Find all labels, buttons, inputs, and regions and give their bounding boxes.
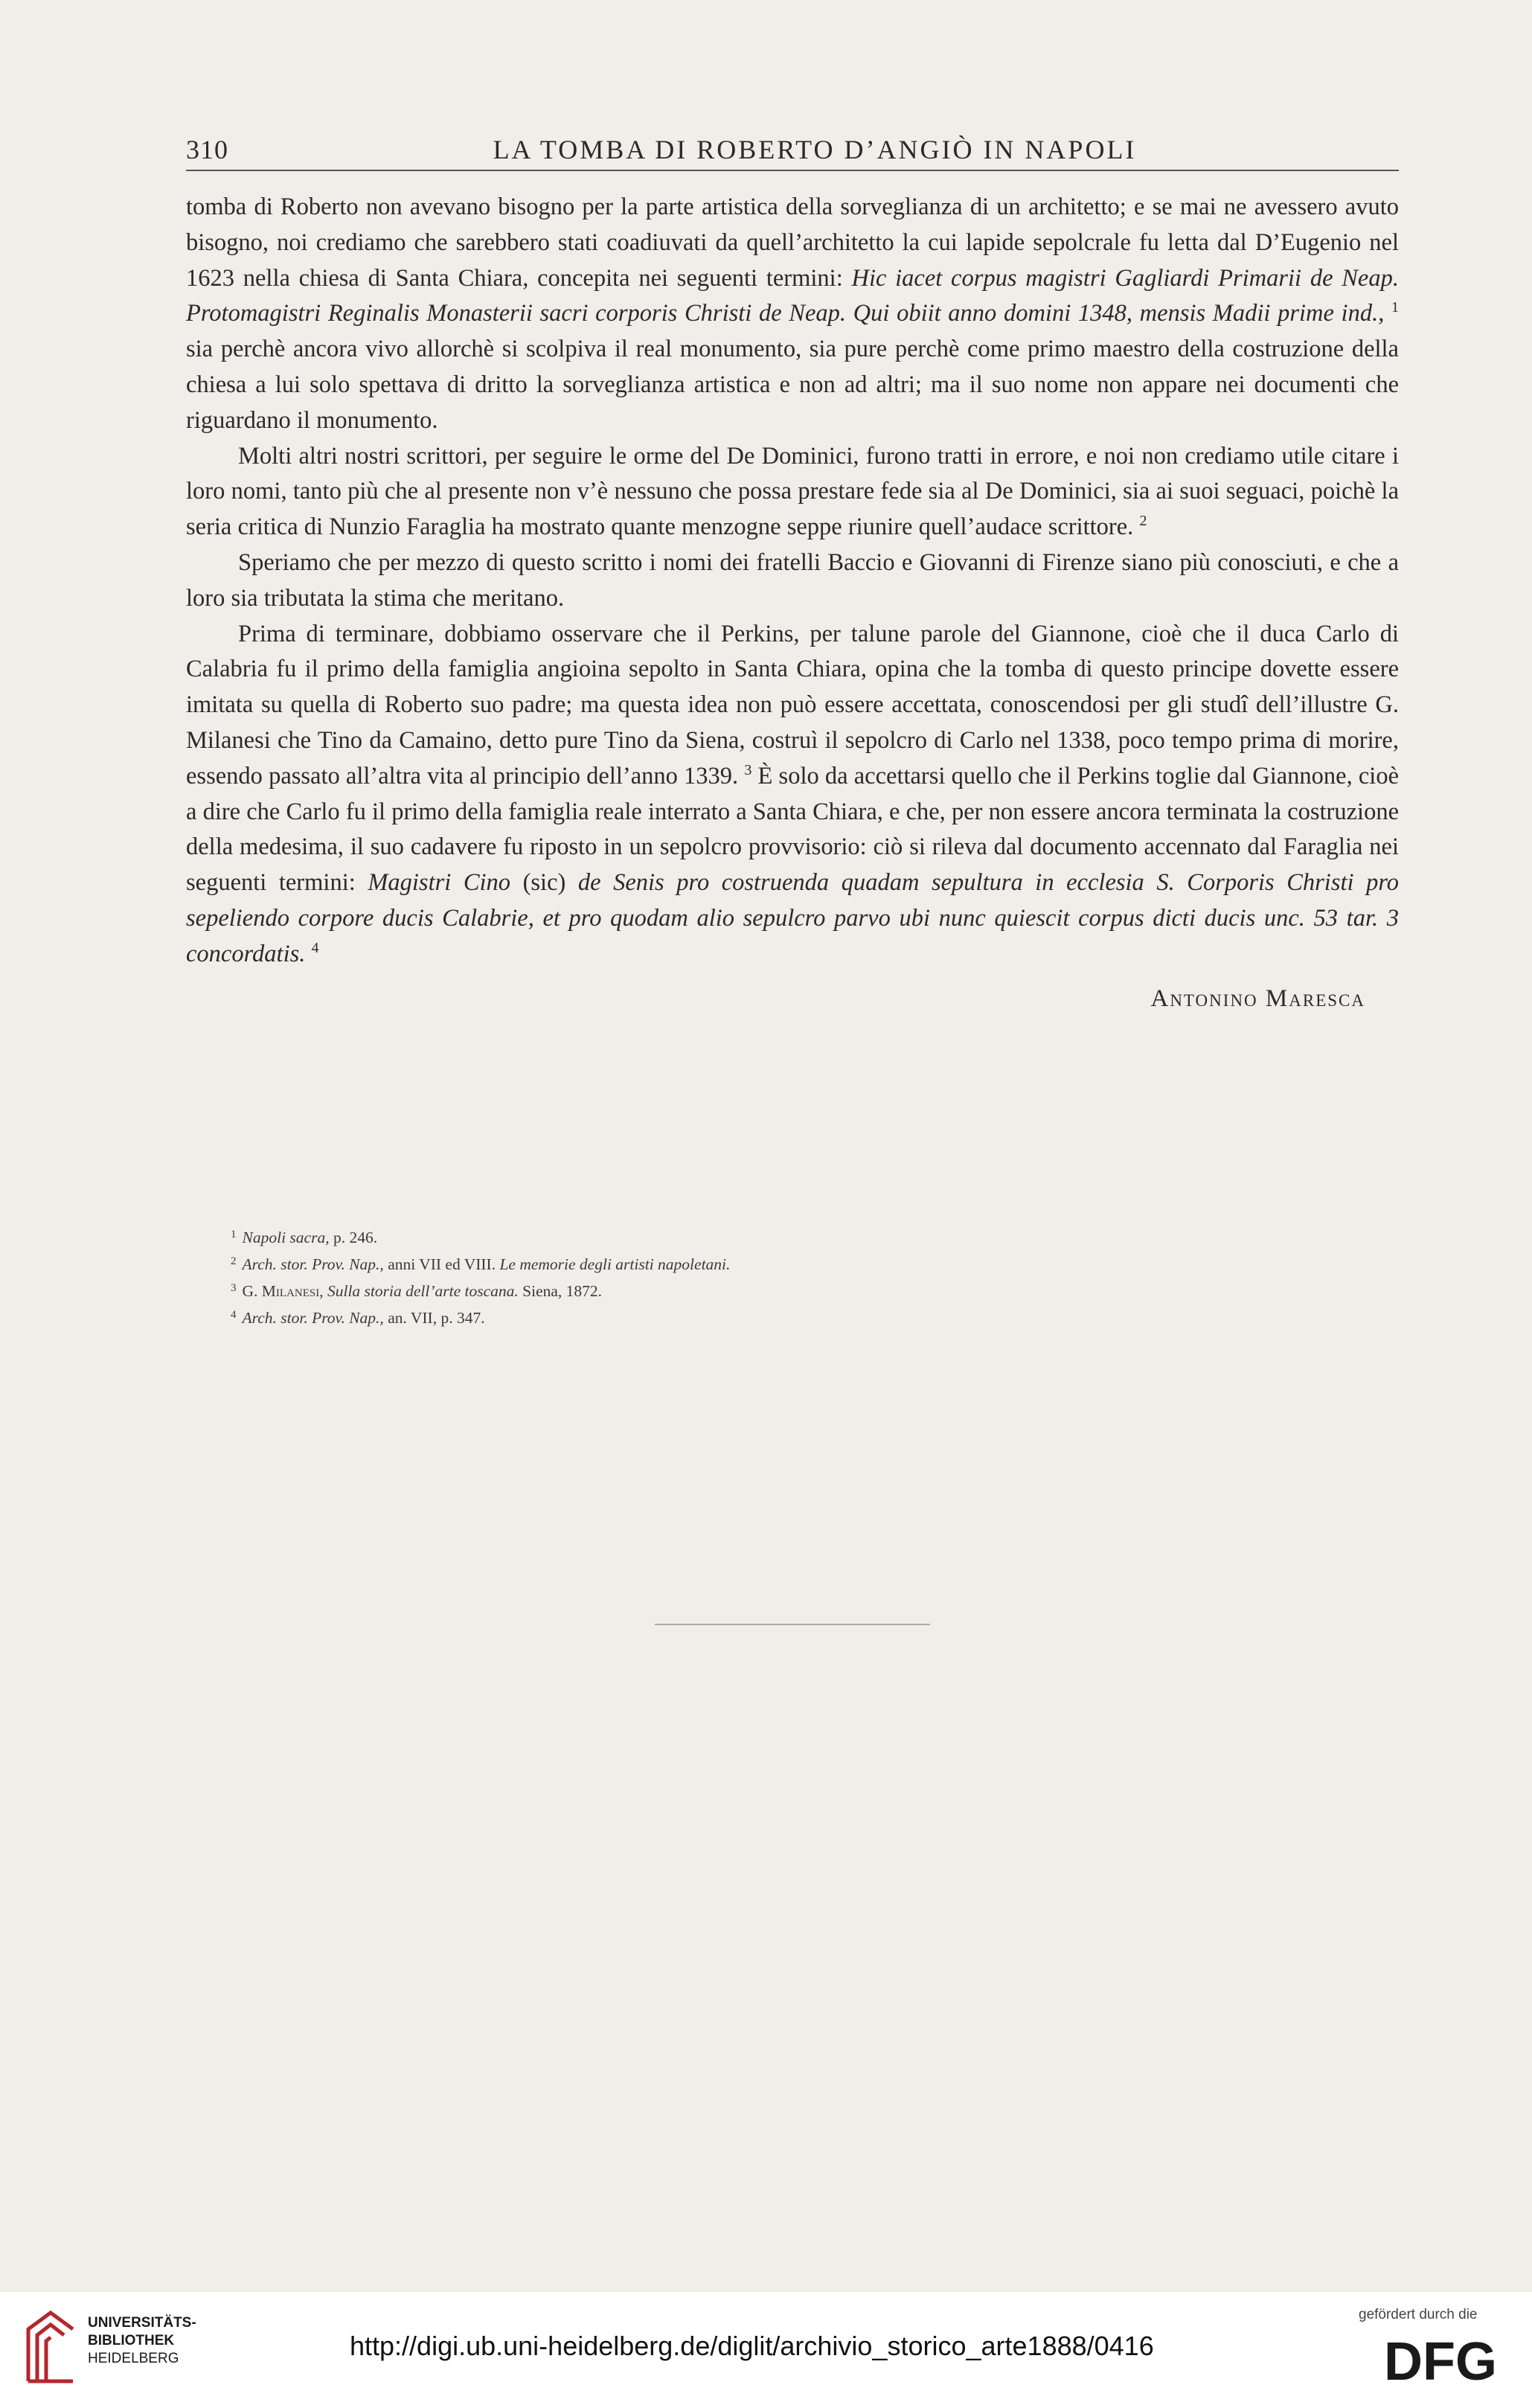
svg-text:DFG: DFG: [1384, 2332, 1497, 2390]
footnote-1: $^1$ Napoli sacra, p. 246.: [231, 1229, 378, 1246]
body-text: [186, 190, 1399, 1016]
page-number: 310: [186, 135, 228, 164]
paragraph-2: Molti altri nostri scrittori, per seguire le orme del De Dominici, furono tratti in errore, e noi non crediamo utile citare i loro nomi, tanto più che al presente non v’è nessuno che possa prestare fede sia al De Dominici, sia ai suoi seguaci, poichè la seria critica di Nunzio Faraglia ha mostrato quante menzogne seppe riunire quell’audace scrittore. $^2$: [186, 442, 1399, 541]
viewer-footer: [0, 2292, 1532, 2408]
university-library-logo-icon[interactable]: [21, 2307, 88, 2389]
paragraph-4: Prima di terminare, dobbiamo osservare che il Perkins, per talune parole del Giannone, cioè che il duca Carlo di Calabria fu il primo della famiglia angioina sepolto in Santa Chiara, opina che la tomba di questo principe dovette essere imitata su quella di Roberto suo padre; ma questa idea non può essere accettata, conoscendosi per gli studî dell’illustre G. Milanesi che Tino da Camaino, detto pure Tino da Siena, costruì il sepolcro di Carlo nel 1338, poco tempo prima di morire, essendo passato all’altra vita al principio dell’anno 1339. $^3$ È solo da accettarsi quello che il Perkins toglie dal Giannone, cioè a dire che Carlo fu il primo della famiglia reale interrato a Santa Chiara, e che, per non essere ancora terminata la costruzione della medesima, il suo cadavere fu riposto in un sepolcro provvisorio: ciò si rileva dal documento accennato dal Faraglia nei seguenti termini: Magistri Cino (sic) de Senis pro costruenda quadam sepultura in ecclesia S. Corporis Christi pro sepeliendo corpore ducis Calabrie, et pro quodam alio sepulcro parvo ubi nunc quiescit corpus dicti ducis unc. 53 tar. 3 concordatis. $^4$: [186, 620, 1400, 967]
footnotes: [231, 1224, 1347, 1331]
section-divider: [655, 1624, 930, 1625]
library-name: UNIVERSITÄTS- BIBLIOTHEK HEIDELBERG: [88, 2315, 196, 2366]
footnote-ref-1[interactable]: 1: [1391, 299, 1399, 316]
footnote-4: $^4$ Arch. stor. Prov. Nap., an. VII, p. 347.: [231, 1309, 485, 1327]
permalink-url[interactable]: http://digi.ub.uni-heidelberg.de/diglit/archivio_storico_arte1888/0416: [350, 2331, 1154, 2361]
page-header: [186, 132, 1399, 171]
funding-note: gefördert durch die: [1359, 2307, 1478, 2322]
footnote-ref-3[interactable]: 3: [744, 761, 752, 778]
footnote-ref-4[interactable]: 4: [311, 939, 319, 956]
paragraph-1: tomba di Roberto non avevano bisogno per la parte artistica della sorveglianza di un architetto; e se mai ne avessero avuto bisogno, noi crediamo che sarebbero stati coadiuvati da quell’architetto la cui lapide sepolcrale fu letta dal D’Eugenio nel 1623 nella chiesa di Santa Chiara, concepita nei seguenti termini: Hic iacet corpus magistri Gagliardi Primarii de Neap. Protomagistri Reginalis Monasterii sacri corporis Christi de Neap. Qui obiit anno domini 1348, mensis Madii prime ind., $^1$ sia perchè ancora vivo allorchè si scolpiva il real monumento, sia pure perchè come primo maestro della costruzione della chiesa a lui solo spettava di dritto la sorveglianza artistica e non ad altri; ma il suo nome non appare nei documenti che riguardano il monumento.: [186, 193, 1399, 434]
footnote-3: $^3$ G. Milanesi, Sulla storia dell’arte toscana. Siena, 1872.: [231, 1282, 603, 1300]
paragraph-3: Speriamo che per mezzo di questo scritto i nomi dei fratelli Baccio e Giovanni di Firenze siano più conosciuti, e che a loro sia tributata la stima che meritano.: [186, 548, 1399, 612]
footnote-2: $^2$ Arch. stor. Prov. Nap., anni VII ed VIII. Le memorie degli artisti napoletani.: [231, 1255, 731, 1273]
footnote-ref-2[interactable]: 2: [1139, 513, 1147, 530]
author-signature: Antonino Maresca: [1150, 984, 1365, 1012]
dfg-logo-icon[interactable]: [1366, 2331, 1515, 2390]
running-title: LA TOMBA DI ROBERTO D’ANGIÒ IN NAPOLI: [493, 135, 1137, 164]
